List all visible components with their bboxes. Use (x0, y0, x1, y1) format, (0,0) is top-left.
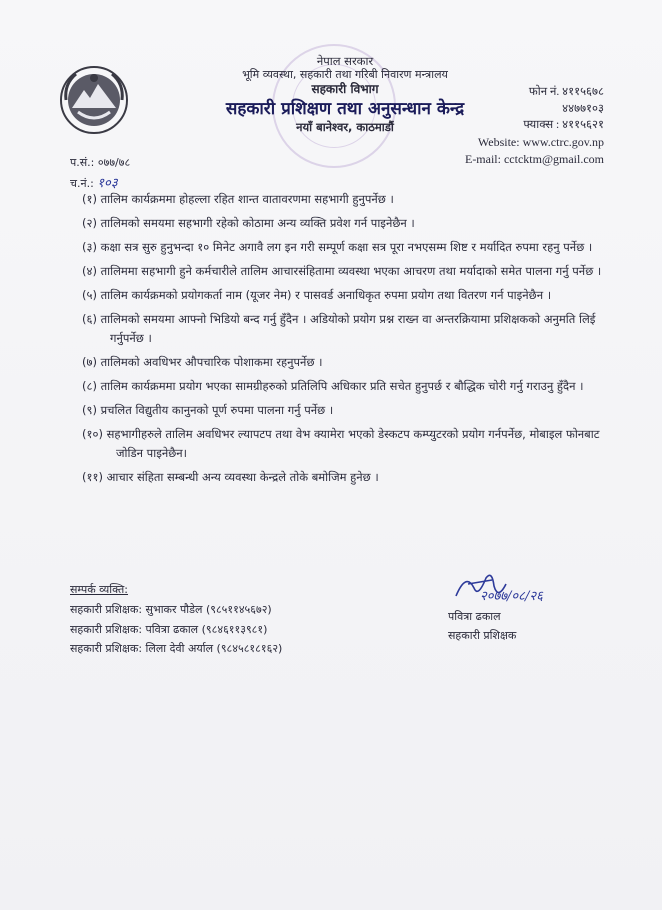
ministry-name: भूमि व्यवस्था, सहकारी तथा गरिबी निवारण मन्त्रालय (242, 68, 448, 82)
government-emblem-icon (58, 64, 130, 136)
phone-label: फोन नं. (528, 86, 560, 98)
fax-line (465, 117, 604, 134)
signatory-designation: सहकारी प्रशिक्षक (448, 628, 517, 642)
phone-1: ४११५६७८ (562, 86, 604, 98)
reference-block (70, 154, 130, 195)
rule-item: (८) तालिम कार्यक्रममा प्रयोग भएका सामग्रीहरुको प्रतिलिपि अधिकार प्रति सचेत हुनुपर्छ र बौद्धिक चोरी गर्नु गराउनु हुँदैन । (82, 378, 584, 393)
chn-value: १०३ (97, 175, 118, 191)
website-text: Website: www.ctrc.gov.np (477, 135, 604, 150)
phone-line (465, 84, 604, 101)
rule-item: (१) तालिम कार्यक्रममा होहल्ला रहित शान्त वातावरणमा सहभागी हुनुपर्नेछ । (82, 192, 394, 206)
chn-label: च.नं.: (70, 176, 94, 190)
fax-label: फ्याक्स : (523, 119, 560, 132)
rule-item: (२) तालिमको समयमा सहभागी रहेको कोठामा अन्य व्यक्ति प्रवेश गर्न पाइनेछैन । (82, 215, 415, 230)
letterhead (180, 54, 510, 135)
contact-block (465, 84, 604, 169)
contact-person: सहकारी प्रशिक्षक: पवित्रा ढकाल (९८४६११३९८१) (70, 622, 268, 636)
contact-person: सहकारी प्रशिक्षक: लिला देवी अर्याल (९८४५८१८१६२) (70, 642, 283, 656)
rule-item: (७) तालिमको अवधिभर औपचारिक पोशाकमा रहनुपर्नेछ । (82, 354, 323, 369)
rule-item: (९) प्रचलित विद्युतीय कानुनको पूर्ण रुपमा पालना गर्नु पर्नेछ । (82, 402, 334, 417)
rule-item: (६) तालिमको समयमा आफ्नो भिडियो बन्द गर्नु हुँदैन । अडियोको प्रयोग प्रश्न राख्न वा अन्तरक्रियामा प्रशिक्षकको अनुमति लिई गर्नुपर्नेछ । (82, 311, 596, 345)
rule-item: (३) कक्षा सत्र सुरु हुनुभन्दा १० मिनेट अगावै लग इन गरी सम्पूर्ण कक्षा सत्र पूरा नभएसम्म शिष्ट र मर्यादित रुपमा रहनु पर्नेछ । (82, 239, 593, 254)
rule-item: (४) तालिममा सहभागी हुने कर्मचारीले तालिम आचारसंहितामा व्यवस्था भएका आचरण तथा मर्यादाको समेत पालना गर्नु पर्नेछ । (82, 263, 602, 278)
center-name: सहकारी प्रशिक्षण तथा अनुसन्धान केन्द्र (225, 99, 465, 120)
phone-2: ४४७७१०३ (562, 102, 604, 115)
contact-persons-title: सम्पर्क व्यक्ति: (70, 583, 129, 596)
rules-list (82, 190, 602, 492)
signatory-name: पवित्रा ढकाल (448, 610, 501, 623)
signature-date: २०७७/०८/२६ (480, 589, 543, 604)
fax-number: ४११५६२१ (562, 119, 604, 132)
ps-label: प.सं.: (70, 156, 95, 169)
rule-item: (१०) सहभागीहरुले तालिम अवधिभर ल्यापटप तथा वेभ क्यामेरा भएको डेस्कटप कम्प्युटरको प्रयोग गर्नपर्नेछ, मोबाइल फोनबाट जोडिन पाइनेछैन। (82, 426, 600, 460)
rule-item: (११) आचार संहिता सम्बन्धी अन्य व्यवस्था केन्द्रले तोके बमोजिम हुनेछ । (82, 469, 379, 484)
ps-line (70, 154, 130, 173)
rule-item: (५) तालिम कार्यक्रमको प्रयोगकर्ता नाम (यूजर नेम) र पासवर्ड अनाधिकृत रुपमा प्रयोग तथा वितरण गर्न पाइनेछैन । (82, 287, 552, 302)
email-text: E-mail: cctcktm@gmail.com (464, 152, 604, 167)
signature-block (448, 566, 588, 645)
office-address: नयाँ बानेश्वर, काठमाडौं (296, 120, 394, 135)
contact-person: सहकारी प्रशिक्षक: सुभाकर पौडेल (९८५११४५६७२) (70, 602, 272, 616)
department-name: सहकारी विभाग (311, 82, 379, 97)
ps-value: ०७७/७८ (97, 156, 131, 169)
gov-line: नेपाल सरकार (316, 54, 374, 68)
contact-persons (70, 580, 282, 659)
